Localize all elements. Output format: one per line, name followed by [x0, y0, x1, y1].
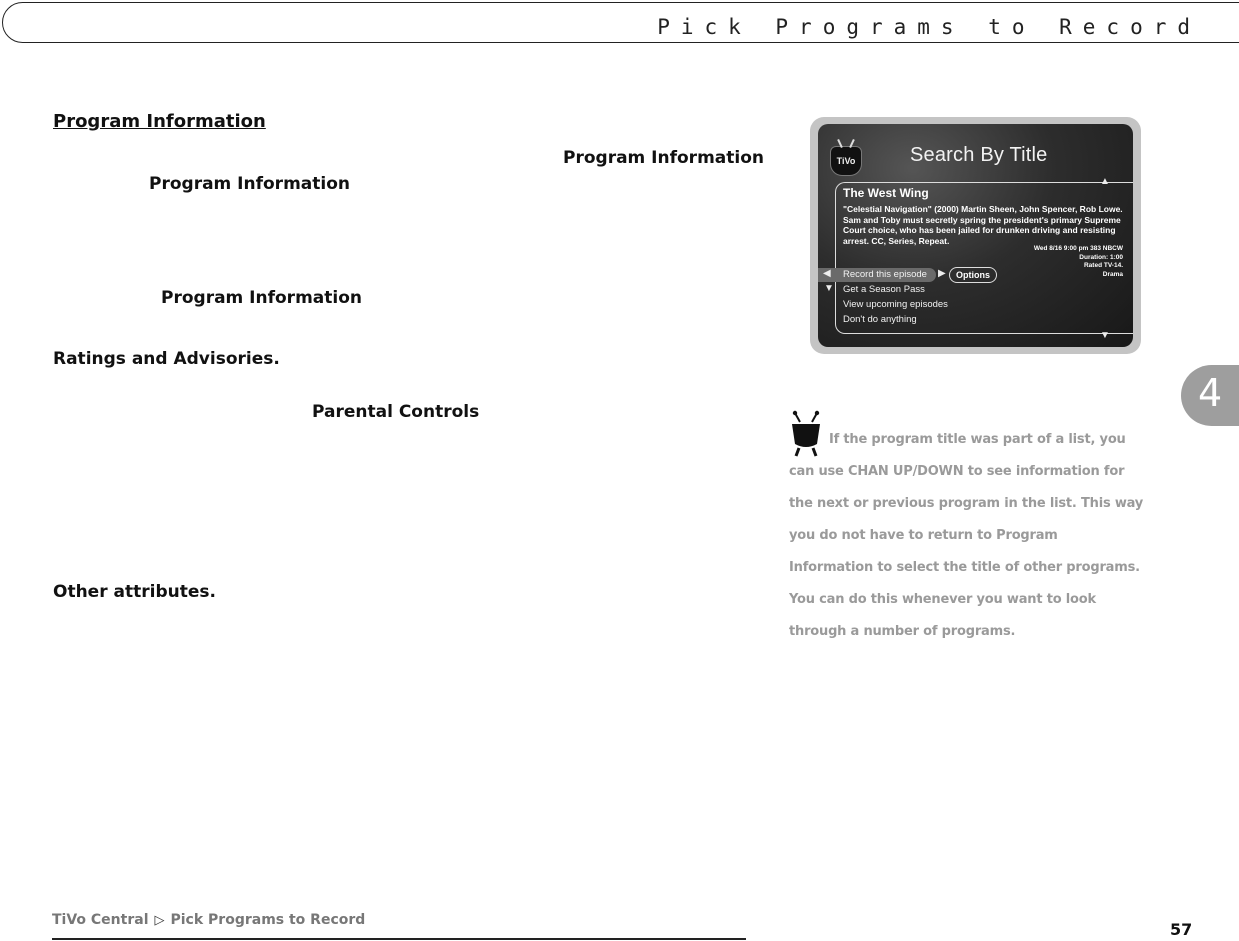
meta-airing: Wed 8/16 9:00 pm 383 NBCW — [1033, 245, 1123, 252]
show-description: "Celestial Navigation" (2000) Martin Sheen, John Spencer, Rob Lowe. Sam and Toby must secretly spring the president's primary Supreme Court choice, who has been jailed for drunken driving and resisting arrest. CC, Series, Repeat. — [843, 204, 1123, 246]
show-meta — [1034, 245, 1123, 279]
breadcrumb-separator-icon: ▷ — [154, 913, 165, 928]
tip-text: If the program title was part of a list, you can use CHAN UP/DOWN to see information for the next or previous program in the list. This way you do not have to return to Program Information to select the title of other programs. You can do this whenever you want to look through a number of programs. — [789, 432, 1144, 639]
menu-item-record-episode[interactable]: Record this episode — [843, 269, 927, 280]
tv-screen — [818, 124, 1133, 347]
inline-ref-parental-controls: Parental Controls — [312, 402, 480, 422]
tv-screenshot-frame — [810, 117, 1141, 354]
chapter-number: 4 — [1198, 371, 1223, 415]
inline-ref-program-information: Program Information — [149, 174, 350, 194]
footer-rule — [52, 938, 746, 940]
section-heading-program-information: Program Information — [53, 111, 266, 132]
show-title: The West Wing — [843, 186, 929, 200]
chapter-tab — [1181, 365, 1239, 426]
screen-title: Search By Title — [910, 144, 1048, 166]
right-arrow-icon: ▶ — [938, 268, 946, 279]
page-header-title: Pick Programs to Record — [657, 15, 1201, 39]
menu-item-dont-do-anything[interactable]: Don't do anything — [843, 314, 917, 325]
scroll-down-icon: ▼ — [1100, 330, 1110, 341]
breadcrumb-item-pick-programs: Pick Programs to Record — [170, 912, 366, 928]
tivo-logo-icon: TiVo — [830, 146, 862, 176]
menu-item-season-pass[interactable]: Get a Season Pass — [843, 284, 925, 295]
inline-ref-program-information: Program Information — [563, 148, 764, 168]
down-arrow-icon: ▼ — [824, 283, 834, 294]
breadcrumb-item-tivo-central: TiVo Central — [52, 912, 149, 928]
meta-rating: Rated TV-14. — [1083, 262, 1123, 269]
options-button[interactable]: Options — [949, 267, 997, 283]
meta-genre: Drama — [1102, 270, 1123, 278]
breadcrumb — [52, 912, 365, 928]
subheading-other-attributes: Other attributes. — [53, 582, 216, 602]
menu-item-upcoming-episodes[interactable]: View upcoming episodes — [843, 299, 948, 310]
subheading-ratings-advisories: Ratings and Advisories. — [53, 349, 280, 369]
inline-ref-program-information: Program Information — [161, 288, 362, 308]
header-bar — [2, 2, 1239, 43]
meta-duration: Duration: 1:00 — [1079, 253, 1123, 261]
scroll-up-icon: ▲ — [1100, 176, 1110, 187]
page-number: 57 — [1170, 920, 1193, 939]
left-arrow-icon: ◀ — [823, 268, 831, 279]
